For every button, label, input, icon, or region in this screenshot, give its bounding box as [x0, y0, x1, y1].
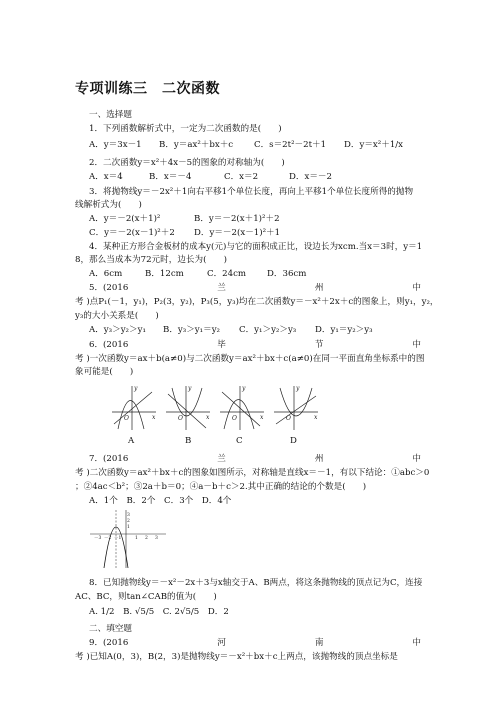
q9-place-1: 河	[217, 638, 226, 648]
q5-option-a: A．y₃＞y₂＞y₁	[89, 325, 146, 335]
q4-option-c: C．24cm	[207, 269, 247, 279]
q7-x-tick: －1	[114, 536, 122, 541]
q7-graph	[88, 508, 168, 570]
q7-number-year: 7．(2016	[89, 454, 129, 464]
q1-option-c: C．s＝2t²－2t＋1	[254, 140, 327, 150]
q6-place-1: 毕	[217, 340, 226, 350]
q6-graph-c	[220, 386, 264, 430]
q7-place-3: 中	[412, 454, 421, 464]
q5-number-year: 5．(2016	[89, 283, 129, 293]
q6-axis-label-x: x	[206, 414, 210, 421]
q5-option-d: D．y₁＝y₂＞y₃	[315, 325, 373, 335]
section-heading-fill: 二、填空题	[89, 624, 132, 634]
q6-axis-label-y: y	[296, 385, 300, 392]
q1-option-d: D．y＝x²＋1/x	[344, 140, 404, 150]
q6-graphs	[110, 384, 330, 434]
q1-option-a: A．y＝3x－1	[89, 140, 142, 150]
q1-option-b: B．y＝ax²＋bx＋c	[159, 140, 234, 150]
q5-place-3: 中	[412, 283, 421, 293]
q6-origin-label: O	[232, 415, 237, 422]
q4-stem-line1: 4．某种正方形合金板材的成本y(元)与它的面积成正比，设边长为xcm.当x＝3时，y＝1	[89, 242, 423, 252]
q2-option-b: B．x＝－4	[149, 172, 192, 182]
q6-graph-d	[274, 386, 318, 430]
q3-stem-line1: 3．将抛物线y＝－2x²＋1向右平移1个单位长度，再向上平移1个单位长度所得的抛物	[89, 187, 414, 197]
q5-stem-line2: y₃的大小关系是( )	[75, 311, 159, 321]
q6-place-2: 节	[314, 340, 324, 350]
q7-header	[89, 454, 421, 465]
q6-graph-b	[166, 386, 210, 430]
q6-axis-label-x: x	[314, 414, 318, 421]
q9-stem: 考 )已知A(0，3)，B(2，3)是抛物线y＝－x²＋bx＋c上两点，该抛物线的顶点坐标是	[75, 652, 398, 662]
q6-label-c: C	[236, 436, 243, 446]
q6-axis-label-x: x	[152, 414, 156, 421]
q6-origin-label: O	[124, 415, 129, 422]
q6-label-a: A	[128, 436, 135, 446]
section-heading-choice: 一、选择题	[89, 110, 132, 120]
q1-stem: 1．下列函数解析式中，一定为二次函数的是( )	[89, 124, 282, 134]
q3-option-d: D．y＝－2(x－1)²＋1	[194, 228, 281, 238]
q2-option-a: A．x＝4	[89, 172, 123, 182]
q5-place-2: 州	[314, 283, 324, 293]
q7-parabola	[104, 527, 128, 568]
q6-graph-a	[112, 386, 156, 430]
q6-origin-label: O	[178, 415, 183, 422]
q7-x-tick: －2	[104, 536, 112, 541]
q6-axis-label-x: x	[260, 414, 264, 421]
q9-header	[89, 638, 421, 649]
q9-place-2: 南	[314, 638, 324, 648]
q7-x-tick: －3	[94, 536, 102, 541]
q5-header	[89, 283, 421, 294]
q3-option-a: A．y＝－2(x＋1)²	[89, 214, 161, 224]
q3-option-b: B．y＝－2(x＋1)²＋2	[194, 214, 280, 224]
q4-option-b: B．12cm	[145, 269, 184, 279]
q3-stem-line2: 线解析式为( )	[75, 200, 142, 210]
q8-stem-line2: AC、BC，则tan∠CAB的值为( )	[75, 592, 217, 602]
q6-axis-label-y: y	[134, 385, 138, 392]
q4-stem-line2: 8，那么当成本为72元时，边长为( )	[75, 255, 228, 265]
q3-option-c: C．y＝－2(x－1)²＋2	[89, 228, 175, 238]
q5-place-1: 兰	[217, 283, 226, 293]
q6-label-d: D	[290, 436, 297, 446]
q4-option-d: D．36cm	[267, 269, 307, 279]
q8-options: A. 1/2 B. √5/5 C. 2√5/5 D．2	[89, 607, 229, 617]
q5-option-b: B．y₃＞y₁＝y₂	[163, 325, 220, 335]
q5-stem-line1: 考 )点P₁(－1，y₁)，P₂(3，y₂)，P₃(5，y₃)均在二次函数y＝－x²＋2x＋c的图象上，则y₁，y₂，	[75, 297, 439, 307]
q6-number-year: 6．(2016	[89, 340, 129, 350]
q6-label-b: B	[185, 436, 192, 446]
q7-place-2: 州	[314, 454, 324, 464]
q7-y-tick: 3	[127, 513, 130, 518]
q7-x-tick: 2	[145, 536, 148, 541]
q6-origin-label: O	[286, 415, 291, 422]
q7-y-tick: 2	[127, 519, 130, 524]
q7-stem-line2: ；②4ac＜b²；③2a＋b＝0；④a－b＋c＞2.其中正确的结论的个数是( )	[75, 482, 367, 492]
q8-stem-line1: 8．已知抛物线y＝－x²－2x＋3与x轴交于A、B两点，将这条抛物线的顶点记为C，连接	[89, 578, 423, 588]
q5-option-c: C．y₁＞y₂＞y₃	[239, 325, 297, 335]
q2-option-d: D．x＝－2	[289, 172, 332, 182]
q7-x-tick: 3	[155, 536, 158, 541]
q6-axis-label-y: y	[188, 385, 192, 392]
q6-stem-line1: 考 )一次函数y＝ax＋b(a≠0)与二次函数y＝ax²＋bx＋c(a≠0)在同一平面直角坐标系中的图	[75, 354, 425, 364]
q6-axis-label-y: y	[242, 385, 246, 392]
q7-x-tick: 1	[135, 536, 138, 541]
q9-place-3: 中	[412, 638, 421, 648]
q9-number-year: 9．(2016	[89, 638, 129, 648]
q7-y-tick: 1	[127, 525, 130, 530]
q6-stem-line2: 象可能是( )	[75, 367, 134, 377]
q6-header	[89, 340, 421, 351]
q2-option-c: C．x＝2	[224, 172, 259, 182]
q4-option-a: A．6cm	[89, 269, 123, 279]
q2-stem: 2．二次函数y＝x²＋4x－5的图象的对称轴为( )	[89, 158, 285, 168]
page-title: 专项训练三 二次函数	[75, 81, 220, 97]
q7-place-1: 兰	[217, 454, 226, 464]
q7-options: A．1个 B．2个 C．3个 D．4个	[89, 496, 232, 506]
q7-stem-line1: 考 )二次函数y＝ax²＋bx＋c的图象如图所示，对称轴是直线x＝－1，有以下结论：①abc＞0	[75, 468, 430, 478]
q6-place-3: 中	[412, 340, 421, 350]
